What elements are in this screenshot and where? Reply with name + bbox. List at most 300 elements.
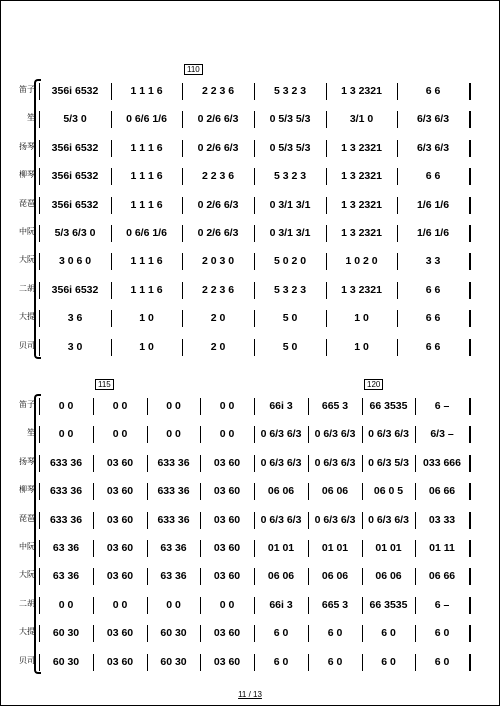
bar-line	[415, 455, 416, 472]
bar-line	[39, 83, 40, 100]
instrument-label: 二胡	[19, 283, 35, 293]
measure-cell	[114, 162, 179, 190]
measure-cell	[329, 247, 394, 275]
measure-cell	[365, 619, 412, 647]
measure-cell	[114, 191, 179, 219]
measure-cell	[311, 449, 359, 477]
note-group: 63 36	[52, 542, 80, 554]
bar-line	[39, 455, 40, 472]
measure-cell	[96, 449, 144, 477]
measure-cell	[185, 304, 251, 332]
bar-line	[469, 426, 471, 443]
measure-cell	[203, 449, 251, 477]
bar-line	[469, 111, 471, 128]
note-group: 0 0	[112, 598, 128, 611]
bar-line	[308, 597, 309, 614]
note-group: 60 30	[52, 655, 80, 668]
measure-cell	[365, 506, 412, 534]
measure-cell	[418, 420, 466, 448]
measure-cell	[365, 449, 412, 477]
measure-cell	[418, 591, 466, 619]
note-group: 665 3	[321, 598, 349, 611]
note-group: 2 2 3 6	[201, 85, 235, 97]
staff-row-3	[19, 449, 469, 477]
measure-cell	[203, 562, 251, 590]
measure-cell	[365, 562, 412, 590]
staff-row-6	[19, 534, 469, 562]
measure-cell	[418, 648, 466, 676]
bar-line	[39, 253, 40, 270]
bar-line	[469, 197, 471, 214]
bar-line	[147, 625, 148, 642]
bar-line	[111, 168, 112, 185]
bar-line	[362, 625, 363, 642]
measure-cell	[257, 619, 305, 647]
bar-line	[254, 83, 255, 100]
measure-cell	[329, 191, 394, 219]
measure-cell	[96, 420, 144, 448]
note-group: 6/3 6/3	[416, 113, 450, 126]
note-group: 0 0	[219, 400, 235, 412]
note-group: 0 0	[166, 400, 181, 412]
measure-cell	[329, 134, 394, 162]
measure-cell	[42, 191, 108, 219]
bar-line	[308, 540, 309, 557]
staff-row-3	[19, 134, 469, 162]
bar-line	[397, 197, 398, 214]
note-group: 633 36	[49, 456, 83, 469]
bar-line	[308, 398, 309, 415]
bar-line	[147, 654, 148, 671]
note-group: 06 06	[267, 570, 295, 583]
bar-line	[200, 654, 201, 671]
note-group: 63 36	[160, 570, 187, 583]
note-group: 2 2 3 6	[201, 170, 235, 183]
bar-line	[326, 168, 327, 185]
staff-row-2	[27, 420, 469, 448]
bar-line	[362, 426, 363, 443]
measure-cell	[203, 534, 251, 562]
bar-line	[254, 398, 255, 415]
bar-line	[397, 111, 398, 128]
measure-cell	[329, 333, 394, 361]
measure-cell	[96, 591, 144, 619]
bar-line	[39, 197, 40, 214]
measure-cell	[114, 333, 179, 361]
note-group: 60 30	[160, 655, 187, 668]
note-group: 0 5/3 5/3	[269, 141, 311, 154]
measure-cell	[185, 247, 251, 275]
note-group: 5/3 0	[63, 113, 87, 126]
measure-cell	[365, 420, 412, 448]
staff-row-4	[19, 162, 469, 190]
note-group: 0 0	[58, 598, 74, 611]
bar-line	[39, 225, 40, 242]
measure-cell	[114, 105, 179, 133]
measure-cell	[114, 276, 179, 304]
bar-line	[415, 483, 416, 500]
bar-line	[469, 225, 471, 242]
bar-line	[469, 140, 471, 157]
note-group: 6 6	[425, 340, 441, 353]
note-group: 0 0	[112, 428, 128, 441]
bar-line	[200, 398, 201, 415]
note-group: 1 3 2321	[341, 170, 382, 183]
bar-line	[93, 512, 94, 529]
measure-cell	[311, 591, 359, 619]
note-group: 356i 6532	[51, 198, 99, 211]
bar-line	[254, 140, 255, 157]
note-group: 66i 3	[269, 598, 293, 611]
bar-line	[200, 597, 201, 614]
measure-cell	[365, 534, 412, 562]
bar-line	[39, 512, 40, 529]
measure-cell	[418, 619, 466, 647]
bar-line	[254, 512, 255, 529]
note-group: 0 6/3 6/3	[368, 513, 409, 526]
measure-cell	[311, 534, 359, 562]
measure-cell	[150, 648, 197, 676]
measure-cell	[257, 506, 305, 534]
bar-line	[469, 282, 471, 299]
note-group: 0 6/3 6/3	[314, 428, 356, 441]
note-group: 0 6/3 5/3	[368, 456, 409, 469]
bar-line	[182, 225, 183, 242]
bar-line	[200, 483, 201, 500]
staff-row-1	[19, 77, 469, 105]
note-group: 03 60	[106, 456, 134, 469]
measure-cell	[257, 648, 305, 676]
bar-line	[182, 111, 183, 128]
measure-cell	[400, 162, 466, 190]
note-group: 03 60	[106, 542, 134, 554]
note-group: 6 0	[327, 627, 343, 640]
bar-line	[254, 568, 255, 585]
instrument-label: 笙	[27, 113, 35, 123]
measure-cell	[42, 333, 108, 361]
bar-line	[39, 339, 40, 356]
note-group: 6 0	[381, 655, 396, 668]
measure-cell	[257, 134, 323, 162]
measure-cell	[257, 333, 323, 361]
bar-line	[182, 253, 183, 270]
measure-cell	[329, 304, 394, 332]
bar-line	[147, 426, 148, 443]
bar-line	[39, 568, 40, 585]
bar-line	[397, 339, 398, 356]
bar-line	[93, 483, 94, 500]
note-group: 1 3 2321	[341, 198, 382, 211]
bar-line	[397, 168, 398, 185]
note-group: 5 0	[282, 340, 298, 353]
bar-line	[397, 253, 398, 270]
bar-line	[254, 197, 255, 214]
note-group: 6 6	[425, 312, 441, 325]
note-group: 1 1 1 6	[130, 141, 163, 154]
note-group: 5 3 2 3	[273, 170, 307, 183]
note-group: 6 –	[434, 598, 450, 611]
bar-line	[111, 225, 112, 242]
measure-cell	[400, 276, 466, 304]
measure-cell	[257, 77, 323, 105]
measure-cell	[96, 477, 144, 505]
staff-row-9	[19, 304, 469, 332]
instrument-label: 笙	[27, 428, 35, 438]
measure-cell	[257, 392, 305, 420]
note-group: 6 0	[381, 627, 396, 640]
measure-cell	[257, 477, 305, 505]
measure-cell	[257, 420, 305, 448]
measure-cell	[185, 105, 251, 133]
note-group: 0 6/3 6/3	[368, 428, 409, 441]
bar-line	[326, 339, 327, 356]
measure-cell	[203, 392, 251, 420]
note-group: 1 3 2321	[341, 227, 382, 239]
bar-line	[308, 483, 309, 500]
bar-line	[397, 282, 398, 299]
measure-number-110: 110	[184, 64, 203, 75]
measure-cell	[257, 105, 323, 133]
note-group: 5 0	[282, 312, 298, 325]
note-group: 6/3 –	[430, 428, 454, 441]
note-group: 1 0	[354, 340, 369, 353]
measure-cell	[257, 304, 323, 332]
note-group: 2 0 3 0	[201, 255, 235, 268]
bar-line	[93, 540, 94, 557]
note-group: 03 60	[213, 627, 241, 640]
measure-cell	[114, 77, 179, 105]
bar-line	[93, 398, 94, 415]
measure-cell	[96, 392, 144, 420]
instrument-label: 贝司	[19, 655, 35, 665]
bar-line	[362, 568, 363, 585]
bar-line	[147, 540, 148, 557]
note-group: 1 1 1 6	[130, 198, 163, 211]
note-group: 2 2 3 6	[201, 283, 235, 296]
staff-row-8	[19, 591, 469, 619]
note-group: 3 0	[67, 340, 83, 353]
bar-line	[200, 455, 201, 472]
note-group: 66i 3	[269, 400, 293, 412]
measure-cell	[185, 276, 251, 304]
note-group: 1/6 1/6	[416, 227, 450, 239]
bar-line	[182, 83, 183, 100]
bar-line	[182, 140, 183, 157]
note-group: 0 6/3 6/3	[314, 513, 356, 526]
score-system-2	[19, 380, 469, 676]
note-group: 60 30	[160, 627, 187, 640]
note-group: 01 01	[375, 542, 402, 554]
measure-cell	[257, 162, 323, 190]
note-group: 03 60	[106, 570, 134, 583]
staff-row-2	[27, 105, 469, 133]
bar-line	[469, 339, 471, 356]
bar-line	[469, 310, 471, 327]
bar-line	[111, 253, 112, 270]
bar-line	[469, 540, 471, 557]
bar-line	[362, 512, 363, 529]
bar-line	[308, 654, 309, 671]
note-group: 2 0	[210, 312, 226, 325]
note-group: 01 11	[429, 542, 455, 554]
bar-line	[147, 597, 148, 614]
measure-cell	[150, 619, 197, 647]
note-group: 1/6 1/6	[416, 198, 450, 211]
bar-line	[254, 225, 255, 242]
note-group: 0 2/6 6/3	[197, 227, 239, 239]
note-group: 356i 6532	[51, 141, 99, 154]
note-group: 0 6/6 1/6	[126, 113, 167, 126]
bar-line	[469, 483, 471, 500]
measure-cell	[42, 134, 108, 162]
note-group: 1 3 2321	[341, 141, 382, 154]
measure-cell	[114, 134, 179, 162]
bar-line	[93, 426, 94, 443]
note-group: 06 66	[428, 570, 456, 583]
measure-cell	[329, 105, 394, 133]
instrument-label: 大阮	[19, 255, 35, 265]
bar-line	[308, 455, 309, 472]
bar-line	[254, 455, 255, 472]
measure-cell	[418, 477, 466, 505]
staff-row-1	[19, 392, 469, 420]
bar-line	[254, 483, 255, 500]
note-group: 3 6	[67, 312, 83, 325]
measure-cell	[311, 506, 359, 534]
note-group: 5 3 2 3	[273, 283, 307, 296]
bar-line	[326, 111, 327, 128]
bar-line	[326, 140, 327, 157]
staff-row-7	[19, 562, 469, 590]
bar-line	[93, 625, 94, 642]
note-group: 633 36	[49, 513, 83, 526]
measure-cell	[42, 619, 90, 647]
bar-line	[469, 654, 471, 671]
measure-cell	[42, 449, 90, 477]
note-group: 1 0	[139, 340, 154, 353]
measure-cell	[42, 420, 90, 448]
bar-line	[111, 339, 112, 356]
note-group: 06 06	[321, 570, 349, 583]
note-group: 0 0	[58, 428, 74, 441]
measure-cell	[257, 534, 305, 562]
note-group: 0 0	[219, 428, 235, 441]
bar-line	[111, 310, 112, 327]
measure-cell	[96, 562, 144, 590]
note-group: 6/3 6/3	[416, 141, 450, 154]
note-group: 033 666	[423, 456, 461, 469]
note-group: 06 06	[321, 485, 349, 498]
score-system-1	[19, 65, 469, 361]
measure-cell	[365, 477, 412, 505]
bar-line	[397, 83, 398, 100]
bar-line	[308, 568, 309, 585]
note-group: 03 60	[106, 627, 134, 640]
note-group: 0 0	[219, 598, 235, 611]
note-group: 2 0	[210, 340, 226, 353]
measure-cell	[150, 420, 197, 448]
measure-cell	[185, 333, 251, 361]
bar-line	[147, 568, 148, 585]
bar-line	[39, 282, 40, 299]
instrument-label: 琵琶	[19, 198, 35, 208]
bar-line	[39, 483, 40, 500]
instrument-label: 扬琴	[19, 456, 35, 466]
measure-cell	[42, 534, 90, 562]
note-group: 633 36	[157, 456, 190, 469]
note-group: 0 6/3 6/3	[260, 428, 302, 441]
note-group: 1 3 2321	[341, 85, 382, 97]
measure-cell	[203, 477, 251, 505]
measure-cell	[114, 247, 179, 275]
page-footer	[1, 690, 499, 699]
note-group: 03 60	[106, 655, 134, 668]
note-group: 0 6/3 6/3	[314, 456, 356, 469]
measure-cell	[329, 162, 394, 190]
note-group: 63 36	[160, 542, 187, 554]
measure-cell	[257, 219, 323, 247]
measure-cell	[42, 276, 108, 304]
bar-line	[200, 540, 201, 557]
bar-line	[254, 339, 255, 356]
bar-line	[182, 197, 183, 214]
bar-line	[469, 398, 471, 415]
note-group: 0 3/1 3/1	[269, 227, 311, 239]
bar-line	[200, 568, 201, 585]
note-group: 6 0	[273, 627, 289, 640]
note-group: 03 60	[213, 655, 241, 668]
note-group: 0 3/1 3/1	[269, 198, 311, 211]
bar-line	[469, 568, 471, 585]
measure-number-115: 115	[95, 379, 114, 390]
note-group: 0 0	[112, 400, 128, 412]
bar-line	[415, 568, 416, 585]
measure-cell	[400, 77, 466, 105]
instrument-label: 柳琴	[19, 485, 35, 495]
bar-line	[182, 310, 183, 327]
staff-row-6	[19, 219, 469, 247]
measure-cell	[311, 619, 359, 647]
measure-cell	[311, 420, 359, 448]
instrument-label: 柳琴	[19, 170, 35, 180]
note-group: 633 36	[157, 513, 190, 526]
measure-cell	[42, 648, 90, 676]
staff-row-8	[19, 276, 469, 304]
bar-line	[415, 625, 416, 642]
measure-cell	[257, 247, 323, 275]
bar-line	[254, 310, 255, 327]
staff-row-10	[19, 648, 469, 676]
bar-line	[415, 512, 416, 529]
measure-cell	[329, 219, 394, 247]
bar-line	[469, 168, 471, 185]
measure-cell	[42, 591, 90, 619]
bar-line	[39, 625, 40, 642]
note-group: 63 36	[52, 570, 80, 583]
bar-line	[326, 253, 327, 270]
bar-line	[111, 197, 112, 214]
staff-row-9	[19, 619, 469, 647]
bar-line	[254, 111, 255, 128]
bar-line	[308, 625, 309, 642]
measure-cell	[185, 77, 251, 105]
bar-line	[308, 512, 309, 529]
note-group: 6 0	[434, 655, 450, 668]
note-group: 0 0	[166, 598, 181, 611]
note-group: 3 0 6 0	[58, 255, 92, 268]
measure-cell	[150, 449, 197, 477]
bar-line	[93, 455, 94, 472]
